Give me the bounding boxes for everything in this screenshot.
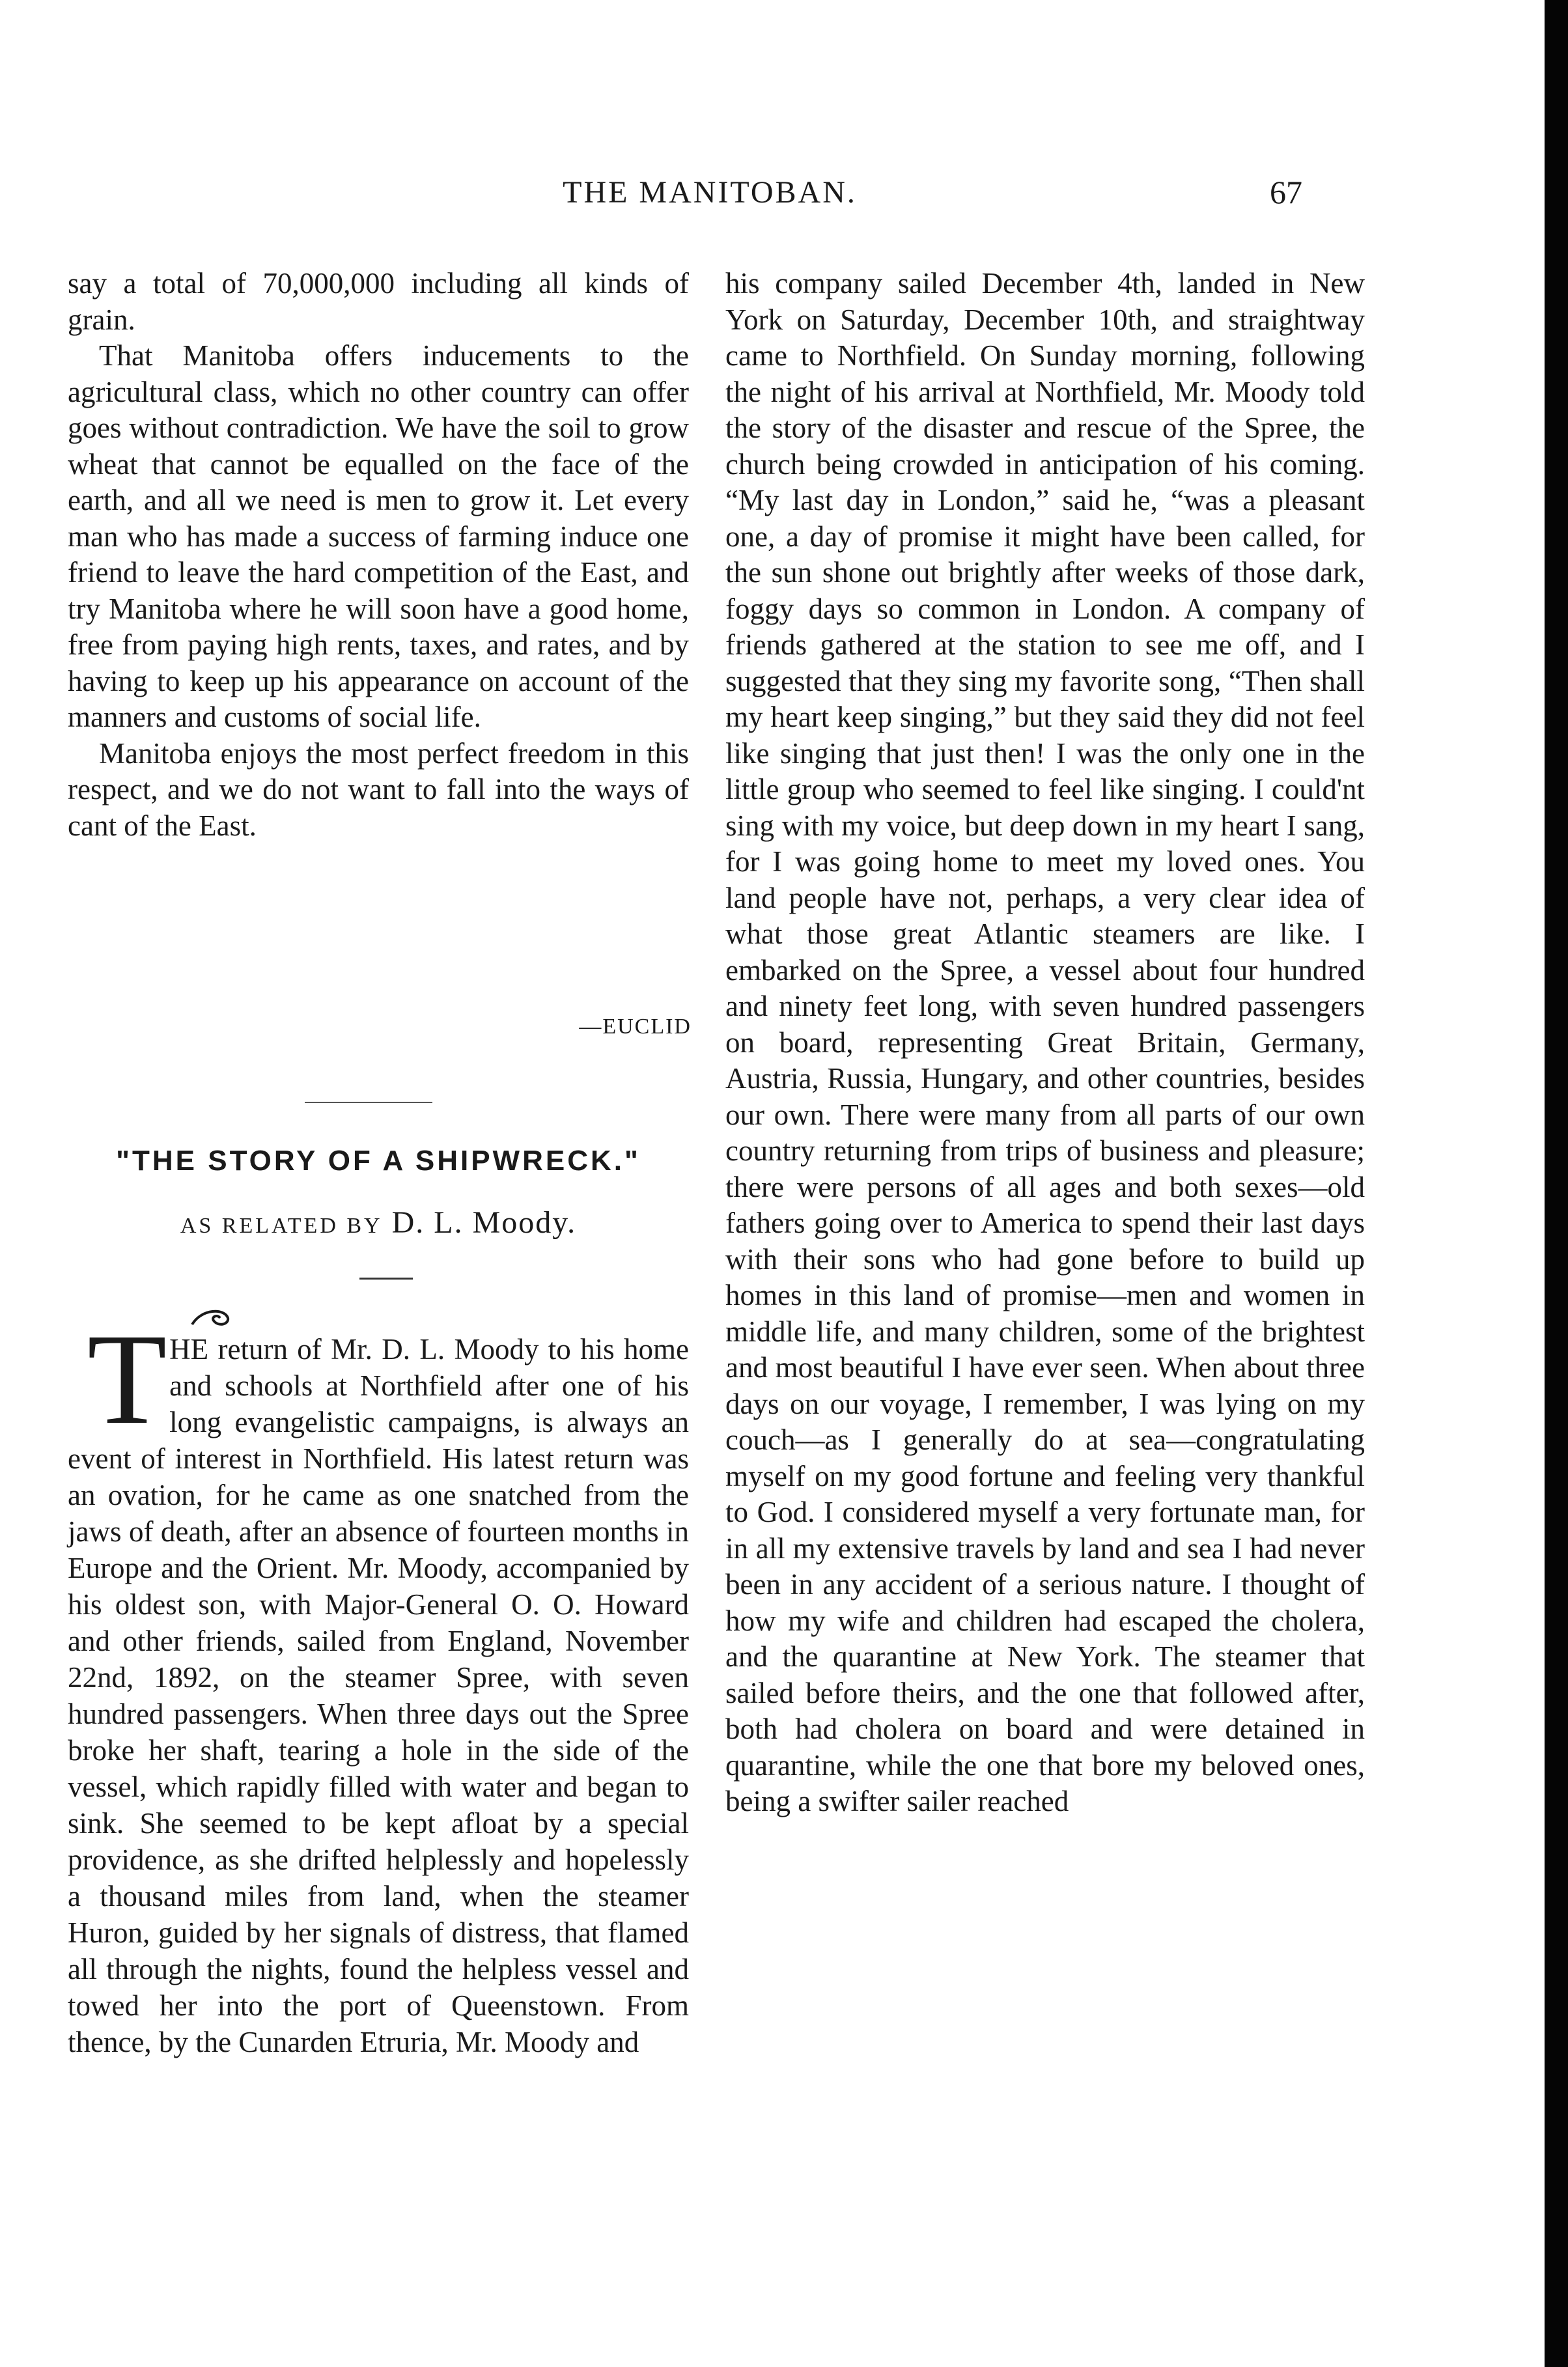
- paragraph: Manitoba enjoys the most perfect freedom in this respect, and we do not want to fall into the ways of cant of the East.: [68, 736, 689, 842]
- paragraph: That Manitoba offers inducements to the agricultural class, which no other country can offer goes without contradiction. We have the soil to grow wheat that cannot be equalled on the face of the earth, and all we need is men to grow it. Let every man who has made a success of farming induce one friend to leave the hard competition of the East, and try Manitoba where he will soon have a good home, free from paying high rents, taxes, and rates, and by having to keep up his appearance on account of the manners and customs of social life.: [68, 339, 689, 733]
- title-divider: [359, 1278, 413, 1280]
- header-word-1: HE: [583, 175, 639, 210]
- drop-cap: T: [87, 1308, 167, 1451]
- section-divider: [305, 1102, 432, 1103]
- signature: —EUCLID: [579, 1015, 692, 1039]
- right-column: [725, 266, 1365, 1820]
- article-first-paragraph: HE return of Mr. D. L. Moody to his home and schools at Northfield after one of his long evangelistic campaigns, is always an event of interest in Northfield. His latest return was an ovation, for he came as one snatched from the jaws of death, after an absence of fourteen months in Europe and the Orient. Mr. Moody, accompanied by his oldest son, with Major-General O. O. Howard and other friends, sailed from England, November 22nd, 1892, on the steamer Spree, with seven hundred passengers. When three days out the Spree broke her shaft, tearing a hole in the side of the vessel, which rapidly filled with water and began to sink. She seemed to be kept afloat by a special providence, as she drifted helplessly and hopelessly a thousand miles from land, when the steamer Huron, guided by her signals of distress, that flamed all through the nights, found the helpless vessel and towed her into the port of Queenstown. From thence, by the Cunarden Etruria, Mr. Moody and: [68, 1333, 689, 2058]
- article-continuation: his company sailed December 4th, landed in New York on Saturday, December 10th, and straightway came to Northfield. On Sunday morning, following the night of his arrival at Northfield, Mr. Moody told the story of the disaster and rescue of the Spree, the church being crowded in anticipation of his coming. “My last day in London,” said he, “was a pleasant one, a day of promise it might have been called, for the sun shone out brightly after weeks of those dark, foggy days so common in London. A company of friends gathered at the station to see me off, and I suggested that they sing my favorite song, “Then shall my heart keep singing,” but they said they did not feel like singing that just then! I was the only one in the little group who seemed to feel like singing. I could'nt sing with my voice, but deep down in my heart I sang, for I was going home to meet my loved ones. You land people have not, perhaps, a very clear idea of what those great Atlantic steamers are like. I embarked on the Spree, a vessel about four hundred and ninety feet long, with seven hundred passengers on board, representing Great Britain, Germany, Austria, Russia, Hungary, and other countries, besides our own. There were many from all parts of our own country returning from trips of business and pleasure; there were persons of all ages and both sexes—old fathers going over to America to spend their last days with their sons who had gone before to build up homes in this land of promise—men and women in middle life, and many children, some of the brightest and most beautiful I have ever seen. When about three days on our voyage, I remember, I was lying on my couch—as I generally do at sea—congratulating myself on my good fortune and feeling very thankful to God. I considered myself a very fortunate man, for in all my extensive travels by land and sea I had never been in any accident of a serious nature. I thought of how my wife and children had escaped the cholera, and the quarantine at New York. The steamer that sailed before theirs, and the one that followed after, both had cholera on board and were detained in quarantine, while the one that bore my beloved ones, being a swifter sailer reached: [725, 267, 1365, 1817]
- running-header: [560, 175, 860, 210]
- header-initial-2: M: [639, 175, 669, 210]
- article-body-left: [68, 1308, 689, 2060]
- header-initial: T: [563, 175, 584, 210]
- left-column: [68, 266, 689, 844]
- scan-edge: [1545, 0, 1568, 2367]
- drop-cap-flourish-icon: [189, 1305, 234, 1331]
- paragraph: say a total of 70,000,000 including all kinds of grain.: [68, 267, 689, 336]
- article-title: "THE STORY OF A SHIPWRECK.": [116, 1145, 641, 1177]
- byline: [68, 1205, 689, 1240]
- byline-prefix: AS RELATED BY: [180, 1214, 383, 1238]
- byline-author: D. L. Moody.: [391, 1205, 577, 1240]
- header-word-2: ANITOBAN.: [669, 175, 857, 210]
- page-number: 67: [1270, 174, 1302, 210]
